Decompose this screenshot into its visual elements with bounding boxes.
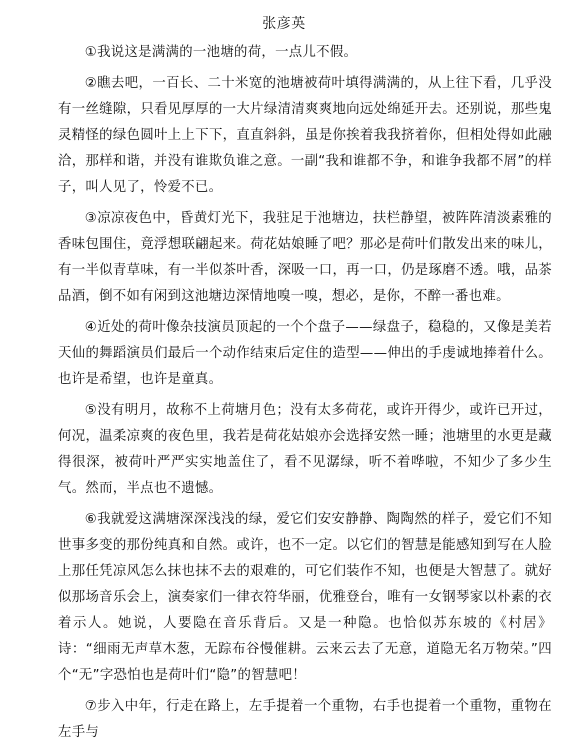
paragraph-7: ⑦步入中年，行走在路上，左手提着一个重物，右手也提着一个重物，重物在左手与	[58, 699, 552, 740]
essay-body	[58, 40, 552, 751]
paragraph-3: ③凉凉夜色中，昏黄灯光下，我驻足于池塘边，扶栏静望，被阵阵清淡素雅的香味包围住，竟浮想联翩起来。荷花姑娘睡了吧？那必是荷叶们散发出来的味儿，有一半似青草味，有一半似茶叶香，深吸一口，再一口，仍是琢磨不透。哦，品茶品酒，倒不如有闲到这池塘边深情地嗅一嗅，想必，是你，不醉一番也难。	[58, 211, 552, 304]
paragraph-4: ④近处的荷叶像杂技演员顶起的一个个盘子——绿盘子，稳稳的，又像是美若天仙的舞蹈演员们最后一个动作结束后定住的造型——伸出的手虔诚地捧着什么。也许是希望，也许是童真。	[58, 320, 552, 387]
paragraph-2: ②瞧去吧，一百长、二十米宽的池塘被荷叶填得满满的，从上往下看，几乎没有一丝缝隙，只看见厚厚的一大片绿清清爽爽地向远处绵延开去。还别说，那些鬼灵精怪的绿色圆叶上上下下，直直斜斜，虽是你挨着我我挤着你，但相处得如此融洽，那样和谐，并没有谁欺负谁之意。一副“我和谁都不争，和谁争我都不屑”的样子，叫人见了，怜爱不已。	[58, 76, 552, 195]
paragraph-1: ①我说这是满满的一池塘的荷，一点儿不假。	[84, 45, 358, 60]
paragraph-6: ⑥我就爱这满塘深深浅浅的绿，爱它们安安静静、陶陶然的样子，爱它们不知世事多变的那份纯真和自然。或许，也不一定。以它们的智慧是能感知到写在人脸上那任凭凉风怎么抹也抹不去的艰难的，可它们装作不知，也便是大智慧了。就好似那场音乐会上，演奏家们一律衣符华丽，优雅登台，唯有一女钢琴家以朴素的衣着示人。她说，人要隐在音乐背后。又是一种隐。也恰似苏东坡的《村居》诗：“细雨无声草木葱，无踪布谷慢催耕。云来云去了无意，道隐无名万物荣。”四个“无”字恐怕也是荷叶们“隐”的智慧吧！	[58, 512, 552, 683]
paragraph-5: ⑤没有明月，故称不上荷塘月色；没有太多荷花，或许开得少，或许已开过，何况，温柔凉爽的夜色里，我若是荷花姑娘亦会选择安然一睡；池塘里的水更是藏得很深，被荷叶严严实实地盖住了，看不见潺绿，听不着哗啦，不知少了多少生气。然而，半点也不遗憾。	[58, 403, 552, 496]
author-name: 张彦英	[262, 16, 306, 32]
